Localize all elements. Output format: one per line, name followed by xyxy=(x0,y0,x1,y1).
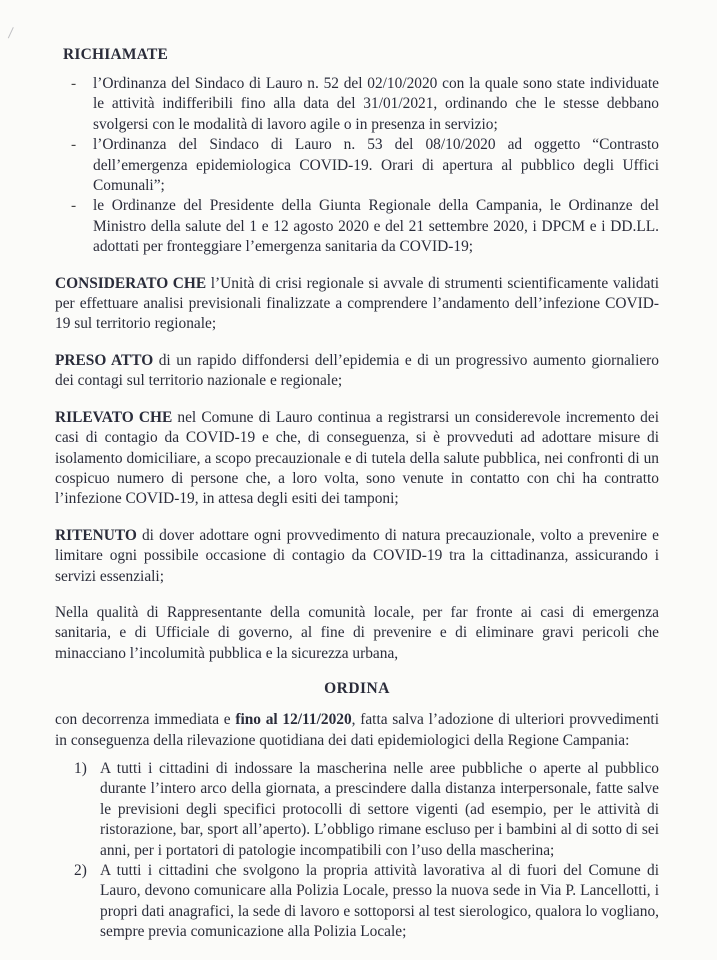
list-item xyxy=(74,759,659,861)
item-number: 1) xyxy=(74,759,87,777)
ordina-intro xyxy=(55,710,659,751)
item-number: 2) xyxy=(74,862,87,879)
qualita-paragraph: Nella qualità di Rappresentante della comunità locale, per far fronte ai casi di emergenza sanitaria, e di Ufficiale di governo, al fine di prevenire e di eliminare gravi pericoli che minacciano l’incolumità pubblica e la sicurezza urbana, xyxy=(55,603,659,662)
richiamate-heading: RICHIAMATE xyxy=(63,46,169,63)
preso-atto-text: di un rapido diffondersi dell’epidemia e di un progressivo aumento giornaliero dei contagi sul territorio nazionale e regionale; xyxy=(55,351,659,390)
item-text: A tutti i cittadini di indossare la mascherina nelle aree pubbliche o aperte al pubblico durante l’intero arco della giornata, a prescindere dalla distanza interpersonale, fatte salve le previsioni degli specifici protocolli di settore vigenti (ad esempio, per le attività di ristorazione, bar, sport all’aperto). L’obbligo rimane escluso per i bambini al di sotto di sei anni, per i portatori di patologie incompatibili con l’uso della mascherina; xyxy=(100,759,659,859)
ordina-intro-post: , fatta salva l’adozione di ulteriori provvedimenti in conseguenza della rilevazione quotidiana dei dati epidemiologici della Regione Campania: xyxy=(55,711,659,749)
ordina-intro-date: fino al 12/11/2020 xyxy=(235,711,352,729)
list-item: - l’Ordinanza del Sindaco di Lauro n. 52 del 02/10/2020 con la quale sono state individuate le attività indifferibili fino alla data del 31/01/2021, ordinando che le stesse debbano svolgersi con le modalità di lavoro agile o in presenza in servizio; xyxy=(93,74,659,135)
ordina-list xyxy=(55,759,659,943)
list-item: - l’Ordinanza del Sindaco di Lauro n. 53 del 08/10/2020 ad oggetto “Contrasto dell’emergenza epidemiologica COVID-19. Orari di apertura al pubblico degli Uffici Comunali”; xyxy=(93,135,659,196)
ritenuto-lead: RITENUTO xyxy=(55,526,137,544)
rilevato-lead: RILEVATO CHE xyxy=(55,408,173,426)
item-text: A tutti i cittadini che svolgono la propria attività lavorativa al di fuori del Comune di Lauro, devono comunicare alla Polizia Locale, presso la nuova sede in Via P. Lancellotti, i propri dati anagrafici, la sede di lavoro e sottoporsi al test sierologico, qualora lo vogliano, sempre previa comunicazione alla Polizia Locale; xyxy=(100,862,659,941)
list-item: - le Ordinanze del Presidente della Giunta Regionale della Campania, le Ordinanze del Ministro della salute del 1 e 12 agosto 2020 e del 21 settembre 2020, i DPCM e i DD.LL. adottati per fronteggiare l’emergenza sanitaria da COVID-19; xyxy=(93,196,659,257)
ordina-intro-pre: con decorrenza immediata e xyxy=(55,711,236,729)
ordina-title: ORDINA xyxy=(324,680,390,698)
ritenuto-text: di dover adottare ogni provvedimento di natura precauzionale, volto a prevenire e limitare ogni possibile occasione di contagio da COVID-19 tra la cittadinanza, assicurando i servizi essenziali; xyxy=(55,526,659,585)
preso-atto-paragraph xyxy=(55,351,659,392)
ritenuto-paragraph xyxy=(55,526,659,587)
rilevato-text: nel Comune di Lauro continua a registrarsi un considerevole incremento dei casi di contagio da COVID-19 e che, di conseguenza, si è provveduti ad adottare misure di isolamento domiciliare, a scopo precauzionale e di tutela della salute pubblica, nei confronti di un cospicuo numero di persone che, a loro volta, sono venute in contatto con chi ha contratto l’infezione COVID-19, in attesa degli esiti dei tamponi; xyxy=(55,408,659,508)
preso-atto-lead: PRESO ATTO xyxy=(55,351,154,369)
considerato-paragraph xyxy=(55,274,659,335)
richiamate-list xyxy=(55,74,659,258)
rilevato-paragraph xyxy=(55,408,659,510)
list-item xyxy=(74,861,659,943)
pen-mark xyxy=(8,27,19,41)
considerato-lead: CONSIDERATO CHE xyxy=(55,274,207,292)
considerato-text: l’Unità di crisi regionale si avvale di strumenti scientificamente validati per effettuare analisi previsionali finalizzate a comprendere l’andamento dell’infezione COVID-19 sul territorio regionale; xyxy=(55,274,659,333)
